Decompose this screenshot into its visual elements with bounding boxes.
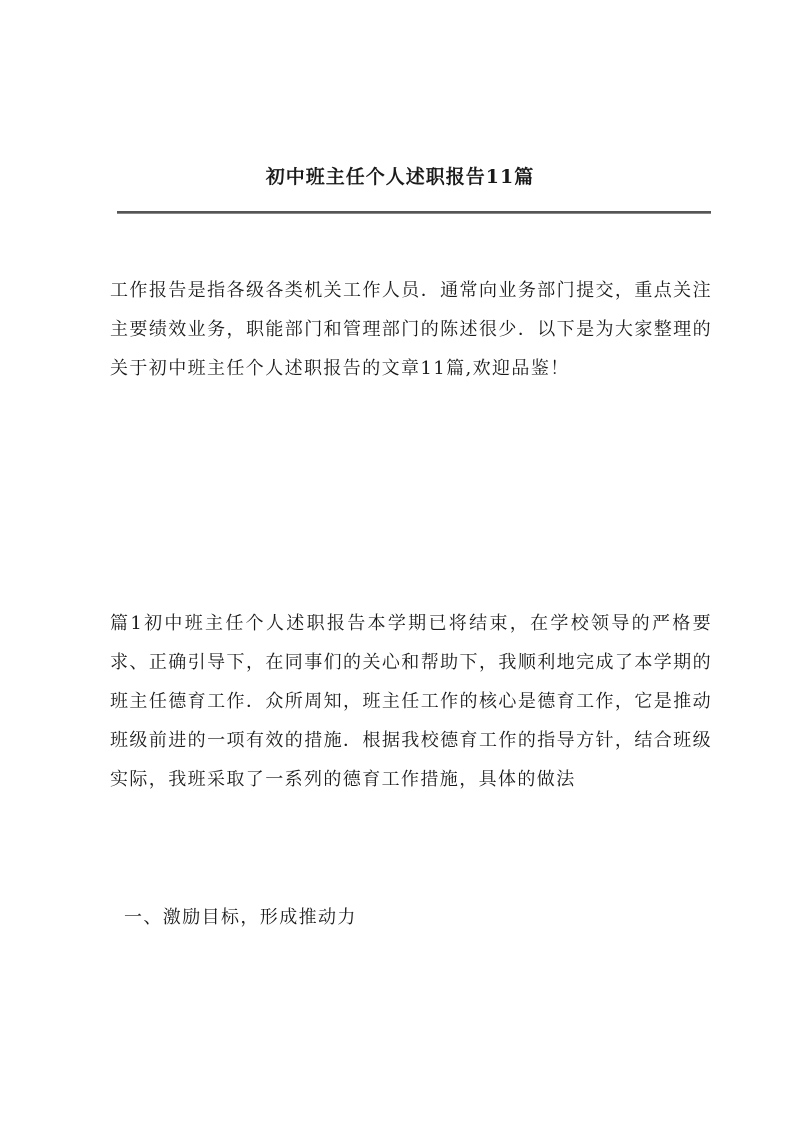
page-title: 初中班主任个人述职报告11篇 <box>265 166 535 188</box>
intro-paragraph: 工作报告是指各级各类机关工作人员．通常向业务部门提交，重点关注主要绩效业务，职能部门和管理部门的陈述很少．以下是为大家整理的关于初中班主任个人述职报告的文章11篇,欢迎品鉴！ <box>110 280 712 379</box>
title-divider <box>117 211 711 214</box>
article-1-paragraph: 篇1初中班主任个人述职报告本学期已将结束，在学校领导的严格要求、正确引导下，在同事们的关心和帮助下，我顺利地完成了本学期的班主任德育工作．众所周知，班主任工作的核心是德育工作，它是推动班级前进的一项有效的措施．根据我校德育工作的指导方针，结合班级实际，我班采取了一系列的德育工作措施，具体的做法 <box>110 613 712 790</box>
section-heading: 一、激励目标，形成推动力 <box>124 907 357 928</box>
